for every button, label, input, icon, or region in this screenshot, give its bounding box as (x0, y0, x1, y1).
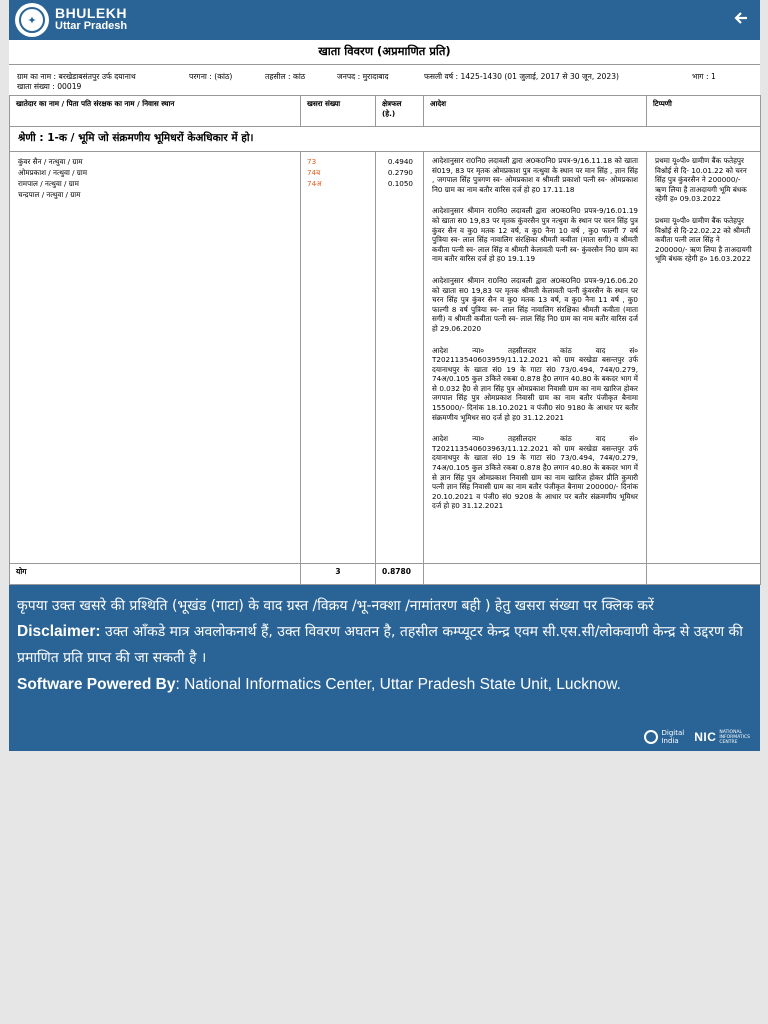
digital-india-icon (644, 730, 658, 744)
village-name: ग्राम का नाम : बरखेडाबसंतपुर उर्फ दयानाथ (17, 72, 136, 81)
fasli-year: फसली वर्ष : 1425-1430 (01 जुलाई, 2017 से 30 जून, 2023) (424, 72, 619, 81)
district: जनपद : मुरादाबाद (337, 72, 389, 81)
area-list (376, 152, 424, 564)
owner-item: रामपाल / नत्थुवा / ग्राम (18, 179, 79, 188)
khasra-link[interactable]: 73 (307, 157, 317, 166)
remark-entry: प्रथमा यू०पी० ग्रामीण बैंक फतेहपुर विश्नोई से दि-22.02.22 को श्रीमती कवीता पत्नी लाल सिंह ने 200000/- ऋण लिया है ताअदायगी भूमि बंधक रहेगी ह० 16.03.2022 (655, 215, 752, 264)
brand (55, 7, 127, 33)
header-remark: टिप्पणी (647, 96, 761, 127)
order-entry: आदेशानुसार श्रीमान रा0नि0 लदावली द्वारा अ0क0नि0 प्रपत्र-9/16.01.19 को खाता स0 19,83 पर मृतक कुंवरसैन पुत्र नत्थुवा के स्थान पर चरन सिंह पुत्र कुंवर सैन व कु0 मतक 12 वर्ष, व कु0 नैना 10 वर्ष , कु0 फाल्गी 7 वर्ष पुत्रिया स्व- लाल सिंह नावालिग संरक्षिका श्रीमती कवीता (माता सगी) व श्रीमती कवीता पत्नी स्व- लाल सिंह व श्रीमती केलावती पत्नी स्व- कुंवरसैन नि0 ग्राम का नाम बतौर वारिस दर्ज हो ह0 19.1.19 (432, 206, 638, 264)
nic-logo: NIC NATIONAL INFORMATICS CENTRE (694, 729, 750, 745)
total-khasra-count: 3 (301, 564, 376, 585)
area-value: 0.4940 (387, 157, 413, 166)
brand-title: BHULEKH (55, 5, 127, 21)
powered-by (17, 671, 752, 699)
disclaimer-text: उक्त आँकडे मात्र अवलोकनार्थ हैं, उक्त विवरण अघतन है, तहसील कम्प्यूटर केन्द्र एवम सी.एस.सी/लोकवाणी केन्द्र से उद्दरण की प्रमाणित प्रति प्राप्त की जा सकती है । (17, 624, 743, 666)
digital-india-logo: Digital India (644, 729, 684, 745)
record-meta (9, 65, 760, 95)
khasra-link[interactable]: 74ब (307, 168, 321, 177)
khasra-click-hint: कृपया उक्त खसरे की प्रश्थिति (भूखंड (गाटा) के वाद ग्रस्त /विक्रय /भू-नक्शा /नामांतरण बही ) हेतु खसरा संख्या पर क्लिक करें (17, 598, 654, 614)
order-entry: आदेशानुसार रा0नि0 लदावली द्वारा अ0क0नि0 प्रपत्र-9/16.11.18 को खाता सं019, 83 पर मृतक ओमप्रकाश पुत्र नत्थुवा के स्थान पर मान सिंह , ज्ञान सिंह , जगपाल सिंह पुत्रगण स्व- ओमप्रकाश व श्रीमती प्रकाशो पत्नी स्व- ओमप्रकाश नि0 ग्राम का नाम बतौर वारिस दर्ज हो ह0 17.11.18 (432, 156, 638, 194)
area-value: 0.2790 (387, 168, 413, 177)
owner-item: कुंवर सैन / नत्थुवा / ग्राम (18, 157, 83, 166)
pargana: परगना : (कांठ) (189, 72, 233, 81)
header-area: क्षेत्रफल (हे.) (376, 96, 424, 127)
khasra-list (301, 152, 376, 564)
khata-table (9, 95, 761, 585)
table-header-row (10, 96, 761, 127)
nic-mark: NIC (694, 730, 717, 744)
area-value: 0.1050 (387, 179, 413, 188)
order-cell (424, 152, 647, 564)
header-owner: खातेदार का नाम / पिता पति संरक्षक का नाम / निवास स्थान (10, 96, 301, 127)
disclaimer (17, 619, 752, 671)
remark-entry: प्रथमा यू०पी० ग्रामीण बैंक फतेहपुर विश्नोई से दि- 10.01.22 को चरन सिंह पुत्र कुंवरसैन ने 200000/- ऋण लिया है ताअदायगी भूमि बंधक रहेगी ह० 09.03.2022 (655, 156, 747, 204)
state-emblem-icon: ✦ (15, 3, 49, 37)
bhag: भाग : 1 (692, 72, 716, 81)
header-order: आदेश (424, 96, 647, 127)
arrow-left-icon[interactable] (734, 9, 748, 30)
header-bar (9, 0, 760, 40)
khasra-link[interactable]: 74अ (307, 179, 322, 188)
owner-list (10, 152, 301, 564)
total-area: 0.8780 (376, 564, 424, 585)
totals-row (10, 564, 761, 585)
info-panel (9, 585, 760, 751)
total-label: योग (10, 564, 301, 585)
brand-subtitle: Uttar Pradesh (55, 20, 128, 32)
footer-logos (644, 729, 750, 745)
order-entry: आदेश न्या० तहसीलदार कांठ वाद सं० T202113540603963/11.12.2021 को ग्राम बरखेडा बसन्तपुर उर्फ दयानाथपुर के खाता सं0 19 के गाटा सं0 73/0.494, 74ब/0.279, 74अ/0.105 कुल 3किते रकबा 0.878 है0 लगान 40.80 के बकदर भाग में से ज्ञान सिंह पुत्र ओमप्रकाश निवासी ग्राम का नाम खारिज होकर प्रीति कुमारी पत्नी ज्ञान सिंह निवासी ग्राम का नाम बतौर पंजीकृत बैनामा 200000/- दिनांक 20.10.2021 व पंजी0 सं0 9208 के आधार पर बतौर संक्रमणीय भूमिधर दर्ज हो ह0 31.12.2021 (432, 434, 638, 511)
khata-number: खाता संख्या : 00019 (17, 82, 82, 91)
powered-by-label: Software Powered By (17, 676, 176, 693)
tehsil: तहसील : कांठ (265, 72, 306, 81)
order-entry: आदेश न्या० तहसीलदार कांठ वाद सं० T202113540603959/11.12.2021 को ग्राम बरखेडा बसन्तपुर उर्फ दयानाथपुर के खाता सं0 19 के गाटा सं0 73/0.494, 74ब/0.279, 74अ/0.105 कुल 3किते रकबा 0.878 है0 लगान 40.80 के बकदर भाग में से 0.032 है0 से ज्ञान सिंह पुत्र ओमप्रकाश निवासी ग्राम का नाम खारिज होकर जगपाल सिंह पुत्र ओमप्रकाश निवासी ग्राम का नाम बतौर पंजीकृत बैनामा 155000/- दिनांक 18.10.2021 व पंजी0 सं0 9180 के आधार पर बतौर संक्रमणीय भूमिधर स0 दर्ज हो ह0 31.12.2021 (432, 345, 638, 422)
header-khasra: खसरा संख्या (301, 96, 376, 127)
table-row (10, 152, 761, 564)
remark-cell (647, 152, 761, 564)
land-category: श्रेणी : 1-क / भूमि जो संक्रमणीय भूमिधरों केअधिकार में हो। (10, 127, 761, 152)
disclaimer-label: Disclaimer: (17, 623, 101, 640)
page-title: खाता विवरण (अप्रमाणित प्रति) (9, 40, 760, 65)
land-record-page (9, 0, 760, 751)
owner-item: ओमप्रकाश / नत्थुवा / ग्राम (18, 168, 88, 177)
powered-by-text: : National Informatics Center, Uttar Pradesh State Unit, Lucknow. (175, 676, 621, 693)
order-entry: आदेशानुसार श्रीमान रा0नि0 लदावली द्वारा अ0क0नि0 प्रपत्र-9/16.06.20 को खाता स0 19,83 पर मृतक श्रीमती केलावती पत्नी कुंवरसैन के स्थान पर चरन सिंह पुत्र कुंवर सैन व कु0 मतक 13 वर्ष, व कु0 नैना 11 वर्ष , कु0 फाल्गी 8 वर्ष पुत्रिया स्व- लाल सिंह नावालिग संरक्षिका श्रीमती कवीता (माता सगी) व श्रीमती कवीता पत्नी स्व- लाल सिंह नि0 ग्राम का नाम बतौर वारिस दर्ज हो 29.06.2020 (432, 275, 638, 333)
owner-item: चन्द्रपाल / नत्थुवा / ग्राम (18, 190, 81, 199)
